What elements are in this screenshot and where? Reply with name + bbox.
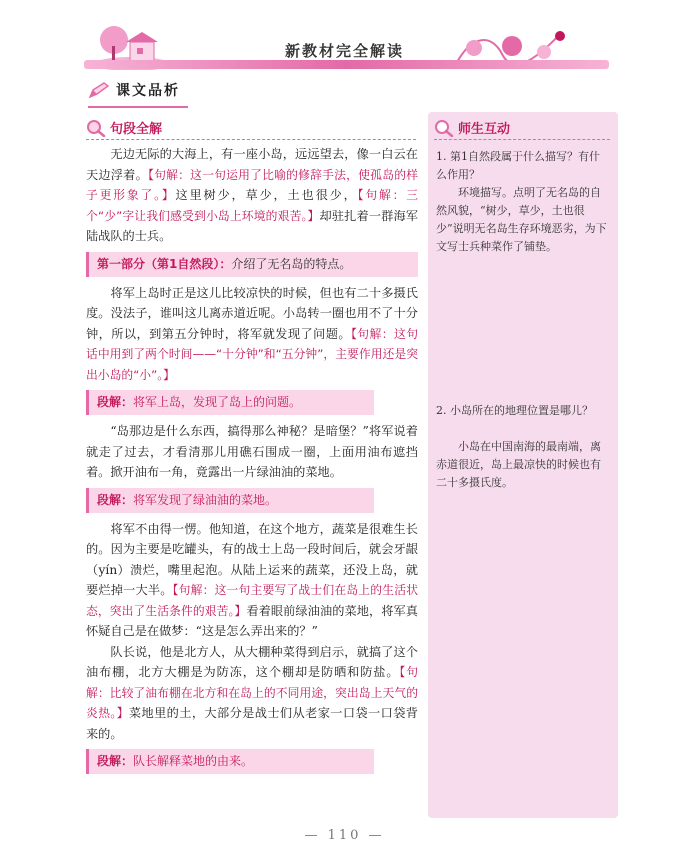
paragraph-1 xyxy=(86,144,418,247)
header-band xyxy=(84,60,609,69)
sentence-note: 【句解：这句话中用到了两个时间——“十分钟”和“五分钟”，主要作用还是突出小岛的“小”。】 xyxy=(86,326,418,382)
paragraph-text: “岛那边是什么东西，搞得那么神秘？是暗堡？”将军说着就走了过去，才看清那儿用礁石围成一圈，上面用油布遮挡着。掀开油布一角，竟露出一片绿油油的菜地。 xyxy=(86,424,418,479)
paragraph-text: 这里树少，草少，土也很少， xyxy=(175,188,358,202)
paragraph-2 xyxy=(86,283,418,386)
sentence-note: 【句解：比较了油布棚在北方和在岛上的不同用途，突出岛上天气的炎热。】 xyxy=(86,665,419,720)
right-column-title: 师生互动 xyxy=(458,122,511,137)
paragraph-text: 看着眼前绿油油的菜地，将军真怀疑自己是在做梦：“这是怎么弄出来的？” xyxy=(86,603,418,638)
sentence-note: 【句解：这一句运用了比喻的修辞手法，使孤岛的样子更形象了。】 xyxy=(86,167,418,202)
segment-summary-bar xyxy=(86,390,374,415)
segment-summary: 队长解释菜地的由来。 xyxy=(133,754,254,768)
header-title: 新教材完全解读 xyxy=(284,42,404,60)
magnifier-icon xyxy=(434,119,454,137)
main-text-column xyxy=(86,144,418,780)
question-2: 2. 小岛所在的地理位置是哪儿？ xyxy=(436,404,593,417)
page-number: — 110 — xyxy=(304,828,385,843)
right-heading-rule xyxy=(434,139,610,140)
sentence-note: 【句解：三个“少”字让我们感受到小岛上环境的艰苦。】 xyxy=(86,188,418,223)
segment-summary-bar xyxy=(86,488,374,513)
section-rule xyxy=(88,106,188,108)
left-heading-rule xyxy=(86,139,416,140)
segment-label: 段解： xyxy=(97,754,134,768)
answer-1: 环境描写。点明了无名岛的自然风貌，“树少，草少，土也很少”说明无名岛生存环境恶劣，为下文写士兵种菜作了铺垫。 xyxy=(436,186,607,253)
page-header xyxy=(0,0,689,78)
segment-label: 段解： xyxy=(97,395,134,409)
paragraph-text: 队长说，他是北方人，从大棚种菜得到启示，就搞了这个油布棚，北方大棚是为防冻，这个棚却是防晒和防盐。 xyxy=(86,644,418,679)
right-column-heading xyxy=(434,118,510,137)
part-summary: 介绍了无名岛的特点。 xyxy=(231,256,352,271)
paragraph-4 xyxy=(86,519,418,642)
paragraph-text: 菜地里的土，大部分是战士们从老家一口袋一口袋背来的。 xyxy=(86,706,418,741)
sentence-note: 【句解：这一句主要写了战士们在岛上的生活状态，突出了生活条件的艰苦。】 xyxy=(86,583,419,618)
segment-summary: 将军上岛，发现了岛上的问题。 xyxy=(133,395,302,409)
paragraph-text: 将军不由得一愣。他知道，在这个地方，蔬菜是很难生长的。因为主要是吃罐头，有的战士上岛一段时间后，就会牙龈（yín）溃烂，嘴里起泡。从陆上运来的蔬菜，还没上岛，就要烂掉一大半。 xyxy=(86,521,418,597)
left-column-title: 句段全解 xyxy=(110,122,163,137)
part-summary-bar xyxy=(86,252,418,277)
answer-2: 小岛在中国南海的最南端，离赤道很近，岛上最凉快的时候也有二十多摄氏度。 xyxy=(436,440,601,489)
paragraph-5 xyxy=(86,642,418,745)
part-label: 第一部分（第1自然段）： xyxy=(97,256,232,271)
segment-label: 段解： xyxy=(97,492,134,507)
left-column-heading xyxy=(86,118,162,137)
segment-summary-bar xyxy=(86,749,374,774)
pencil-note-icon xyxy=(88,81,110,99)
magnifier-icon xyxy=(86,119,106,137)
paragraph-text: 将军上岛时正是这儿比较凉快的时候，但也有二十多摄氏度。没法子，谁叫这儿离赤道近呢。小岛转一圈也用不了十分钟，所以，到第五分钟时，将军就发现了问题。 xyxy=(86,285,418,341)
paragraph-3 xyxy=(86,421,418,483)
section-title: 课文品析 xyxy=(116,83,180,99)
section-heading xyxy=(88,80,180,100)
segment-summary: 将军发现了绿油油的菜地。 xyxy=(133,492,278,507)
paragraph-text: 却驻扎着一群海军陆战队的士兵。 xyxy=(86,208,419,243)
question-1: 1. 第1自然段属于什么描写？有什么作用？ xyxy=(436,150,600,181)
paragraph-text: 无边无际的大海上，有一座小岛，远远望去，像一白云在天边浮着。 xyxy=(86,147,418,182)
